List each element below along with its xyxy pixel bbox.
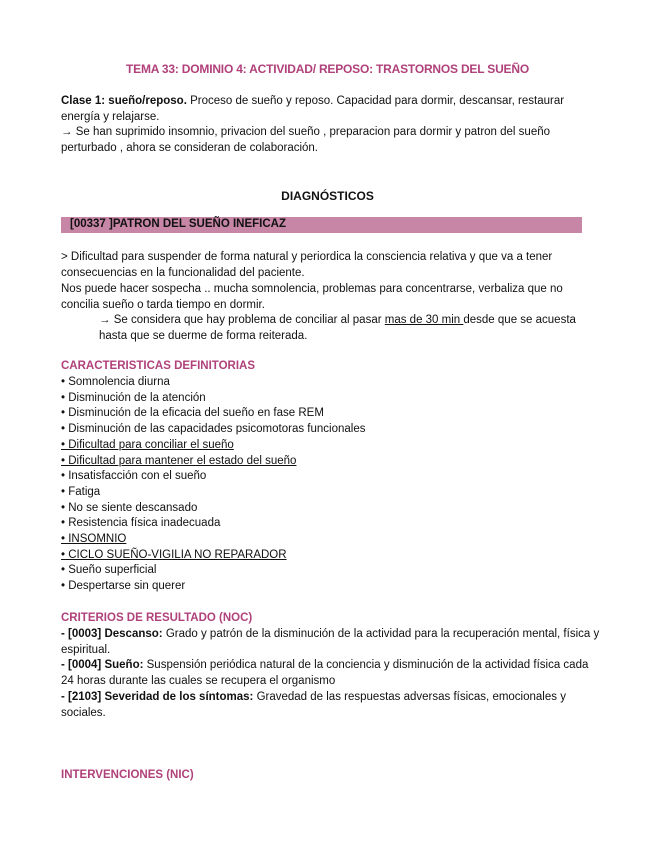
- class-text: Proceso de sueño y reposo. Capacidad para dormir, descansar, restaurar energía y relajarse.: [61, 95, 565, 123]
- list-item: • Fatiga: [61, 485, 101, 498]
- class-label: Clase 1: sueño/reposo.: [61, 95, 187, 107]
- list-item: • Dificultad para mantener el estado del sueño: [61, 454, 297, 467]
- list-item: • Resistencia física inadecuada: [61, 517, 221, 530]
- noc-item: [61, 658, 601, 689]
- list-item: • Despertarse sin querer: [61, 580, 186, 593]
- noc-code: - [0003] Descanso:: [61, 628, 163, 640]
- diagnosis-suspicion: Nos puede hacer sospecha .. mucha somnolencia, problemas para concentrarse, verbaliza que no concilia sueño o tarda tiempo en dormir.: [61, 283, 563, 311]
- list-item: • Dificultad para conciliar el sueño: [61, 438, 234, 451]
- noc-heading: CRITERIOS DE RESULTADO (NOC): [61, 612, 253, 624]
- list-item: • INSOMNIO: [61, 533, 127, 546]
- list-item: • Sueño superficial: [61, 564, 157, 577]
- diagnosis-label: [00337 ]PATRON DEL SUEÑO INEFICAZ: [70, 218, 286, 230]
- noc-text: Gravedad de las respuestas adversas físicas, emocionales y sociales.: [61, 691, 566, 719]
- noc-text: Grado y patrón de la disminución de la actividad para la recuperación mental, física y espiritual.: [61, 628, 600, 656]
- noc-code: - [2103] Severidad de los síntomas:: [61, 691, 254, 703]
- list-item: • Disminución de la atención: [61, 391, 206, 404]
- noc-code: - [0004] Sueño:: [61, 659, 144, 671]
- noc-text: Suspensión periódica natural de la conciencia y disminución de la actividad física cada 24 horas durante las cuales se recupera el organismo: [61, 659, 589, 687]
- diagnosis-band: [61, 217, 582, 233]
- caracteristicas-list: [61, 375, 365, 595]
- class-paragraph: [61, 94, 601, 125]
- criterion-text-after: desde que se acuesta hasta que se duerme de forma reiterada.: [99, 314, 576, 342]
- noc-item: [61, 627, 601, 658]
- diagnosis-definition: > Dificultad para suspender de forma natural y periordica la consciencia relativa y que va a tener consecuencias en la funcionalidad del paciente.: [61, 251, 553, 279]
- suppressed-note: → Se han suprimido insomnio, privacion del sueño , preparacion para dormir y patron del sueño perturbado , ahora se consideran de colaboración.: [61, 126, 551, 154]
- list-item: • Somnolencia diurna: [61, 376, 170, 388]
- page-title: TEMA 33: DOMINIO 4: ACTIVIDAD/ REPOSO: TRASTORNOS DEL SUEÑO: [126, 62, 529, 76]
- list-item: • CICLO SUEÑO-VIGILIA NO REPARADOR: [61, 548, 287, 561]
- list-item: • Insatisfacción con el sueño: [61, 470, 207, 483]
- list-item: • Disminución de la eficacia del sueño en fase REM: [61, 407, 324, 420]
- diagnosticos-title: DIAGNÓSTICOS: [281, 189, 374, 203]
- criterion-threshold: mas de 30 min: [384, 314, 464, 326]
- noc-item: [61, 690, 601, 721]
- list-item: • No se siente descansado: [61, 501, 198, 514]
- nic-heading: INTERVENCIONES (NIC): [61, 769, 194, 781]
- list-item: • Disminución de las capacidades psicomotoras funcionales: [61, 423, 366, 436]
- diagnosis-criterion: [99, 313, 599, 344]
- criterion-text-before: → Se considera que hay problema de conciliar al pasar: [99, 314, 385, 326]
- caracteristicas-heading: CARACTERISTICAS DEFINITORIAS: [61, 360, 256, 372]
